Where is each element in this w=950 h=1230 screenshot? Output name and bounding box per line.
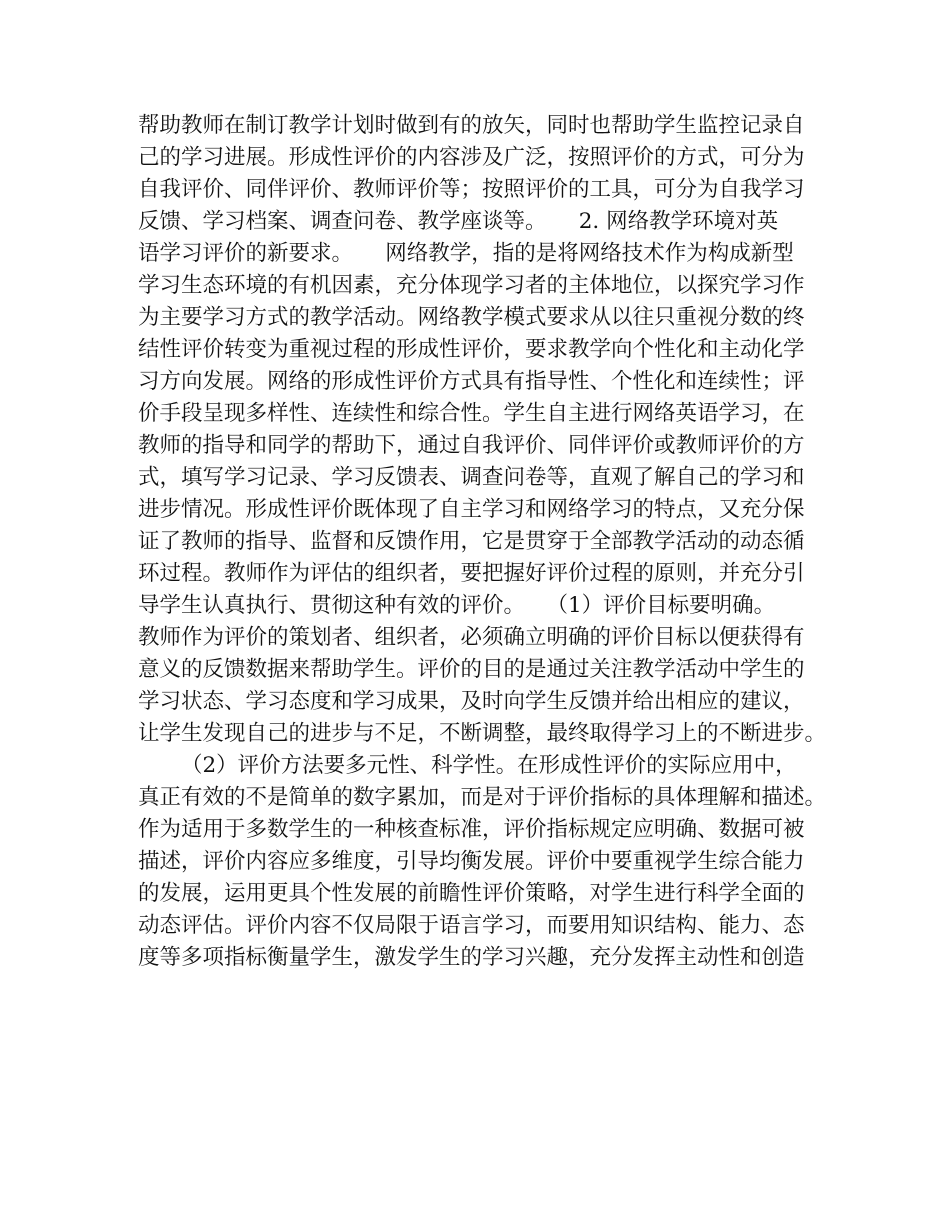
text-line: 帮助教师在制订教学计划时做到有的放矢，同时也帮助学生监控记录自	[138, 113, 805, 138]
text-line: 教师的指导和同学的帮助下，通过自我评价、同伴评价或教师评价的方	[138, 433, 805, 458]
text-line: 反馈、学习档案、调查问卷、教学座谈等。 2. 网络教学环境对英	[138, 209, 779, 234]
text-line: 结性评价转变为重视过程的形成性评价，要求教学向个性化和主动化学	[138, 337, 805, 362]
text-line: 语学习评价的新要求。 网络教学，指的是将网络技术作为构成新型	[138, 241, 794, 266]
text-line: 度等多项指标衡量学生，激发学生的学习兴趣，充分发挥主动性和创造	[138, 945, 805, 970]
text-line: 环过程。教师作为评估的组织者，要把握好评价过程的原则，并充分引	[138, 561, 805, 586]
text-line: 学习生态环境的有机因素，充分体现学习者的主体地位，以探究学习作	[138, 273, 805, 298]
text-line: 学习状态、学习态度和学习成果，及时向学生反馈并给出相应的建议，	[138, 689, 805, 714]
text-line: 的发展，运用更具个性发展的前瞻性评价策略，对学生进行科学全面的	[138, 881, 805, 906]
text-line: 让学生发现自己的进步与不足，不断调整，最终取得学习上的不断进步。	[138, 721, 827, 746]
text-line: 意义的反馈数据来帮助学生。评价的目的是通过关注教学活动中学生的	[138, 657, 805, 682]
text-line: 证了教师的指导、监督和反馈作用，它是贯穿于全部教学活动的动态循	[138, 529, 805, 554]
text-line: 习方向发展。网络的形成性评价方式具有指导性、个性化和连续性；评	[138, 369, 805, 394]
text-line: 作为适用于多数学生的一种核查标准，评价指标规定应明确、数据可被	[138, 817, 805, 842]
text-line: 动态评估。评价内容不仅局限于语言学习，而要用知识结构、能力、态	[138, 913, 805, 938]
text-line-paragraph-start: （2）评价方法要多元性、科学性。在形成性评价的实际应用中，	[181, 753, 797, 778]
text-line: 为主要学习方式的教学活动。网络教学模式要求从以往只重视分数的终	[138, 305, 805, 330]
text-line: 真正有效的不是简单的数字累加，而是对于评价指标的具体理解和描述。	[138, 785, 827, 810]
text-line: 教师作为评价的策划者、组织者，必须确立明确的评价目标以便获得有	[138, 625, 805, 650]
text-line: 自我评价、同伴评价、教师评价等；按照评价的工具，可分为自我学习	[138, 177, 805, 202]
text-line: 己的学习进展。形成性评价的内容涉及广泛，按照评价的方式，可分为	[138, 145, 805, 170]
text-line: 导学生认真执行、贯彻这种有效的评价。 （1）评价目标要明确。	[138, 593, 776, 618]
body-text	[138, 110, 828, 974]
text-line: 价手段呈现多样性、连续性和综合性。学生自主进行网络英语学习，在	[138, 401, 805, 426]
text-line: 式，填写学习记录、学习反馈表、调查问卷等，直观了解自己的学习和	[138, 465, 805, 490]
text-line: 进步情况。形成性评价既体现了自主学习和网络学习的特点，又充分保	[138, 497, 805, 522]
text-line: 描述，评价内容应多维度，引导均衡发展。评价中要重视学生综合能力	[138, 849, 805, 874]
